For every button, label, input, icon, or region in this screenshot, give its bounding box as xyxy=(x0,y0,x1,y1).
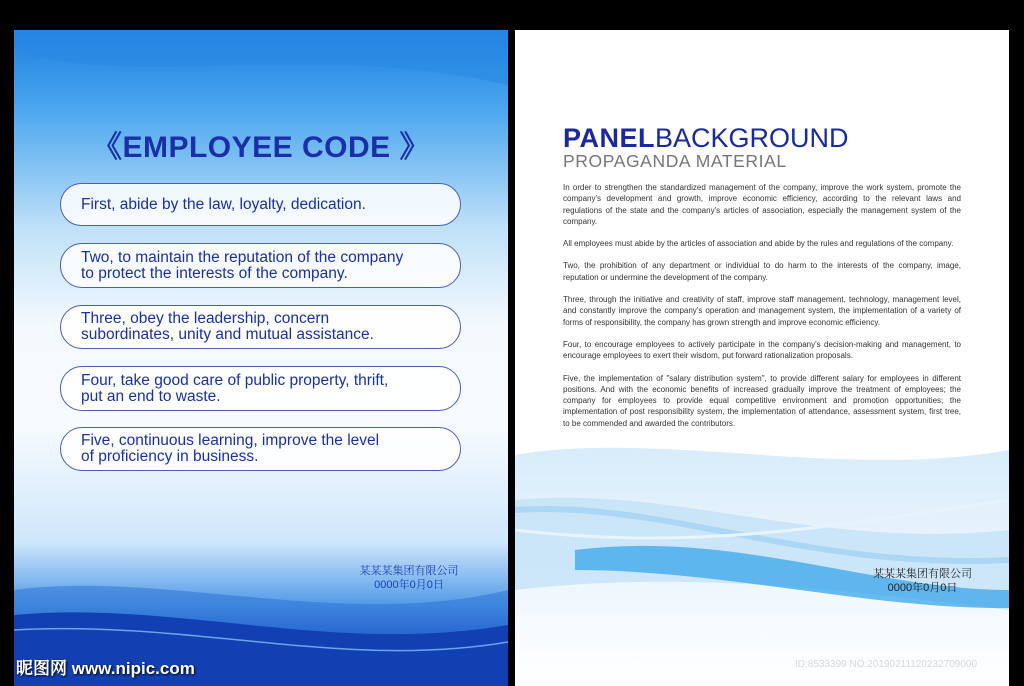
code-item-text: of proficiency in business. xyxy=(81,448,259,465)
code-item-1 xyxy=(60,183,461,226)
paragraph: Four, to encourage employees to actively participate in the company's decision-making and management, to encourage employees to exert their wisdom, put forward rationalization proposals. xyxy=(563,339,961,361)
paragraph: Two, the prohibition of any department or individual to do harm to the interests of the company, image, reputation or undermine the development of the company. xyxy=(563,261,961,282)
company-signature xyxy=(344,564,474,592)
code-item-text: First, abide by the law, loyalty, dedication. xyxy=(81,195,366,213)
code-item-text: Three, obey the leadership, concern xyxy=(81,310,330,327)
paragraph: In order to strengthen the standardized management of the company, improve the work system, promote the company's development and growth, improve economic efficiency, according to the relevant laws and regulations of the state and the company's articles of association, especially the management system of the company. xyxy=(563,183,961,226)
code-item-4 xyxy=(60,366,461,411)
company-date: 0000年0月0日 xyxy=(374,579,444,591)
employee-code-title: 《EMPLOYEE CODE 》 xyxy=(91,131,431,164)
panel-heading-bold: PANEL xyxy=(563,123,656,153)
company-signature xyxy=(860,567,985,595)
code-item-text: Two, to maintain the reputation of the company xyxy=(81,248,404,266)
employee-code-panel xyxy=(14,30,508,686)
paragraph: All employees must abide by the articles of association and abide by the rules and regulations of the company. xyxy=(563,239,954,249)
code-item-text: Four, take good care of public property, thrift, xyxy=(81,371,389,389)
panel-heading xyxy=(563,123,849,154)
body-text xyxy=(563,182,961,440)
code-item-3 xyxy=(60,305,461,349)
code-item-text: to protect the interests of the company. xyxy=(81,264,348,282)
id-watermark: ID:8533399 NO:20190211120232709000 xyxy=(795,659,978,670)
company-name: 某某某集团有限公司 xyxy=(359,565,459,577)
site-watermark: 昵图网 www.nipic.com xyxy=(16,659,195,678)
code-item-text: put an end to waste. xyxy=(81,387,221,405)
company-name: 某某某集团有限公司 xyxy=(873,568,972,580)
panel-heading-light: BACKGROUND xyxy=(655,123,849,153)
paragraph: Three, through the initiative and creativity of staff, improve staff management, technology, management level, and constantly improve the company's operation and management system, the implementation of a variety of forms of responsibility, the company has grown strength and improve economic efficiency. xyxy=(563,295,961,327)
panel-subheading: PROPAGANDA MATERIAL xyxy=(563,151,787,171)
paragraph: Five, the implementation of "salary distribution system", to provide different salary for employees in different positions. And with the economic benefits of increased gradually improve the treatment of employees; the company for employees to provide equal competitive environment and promotion opportunities; the implementation of post responsibility system, the implementation of attendance, assessment system, first tree, to be commended and awarded the contributors. xyxy=(563,373,961,428)
code-item-2 xyxy=(60,243,461,288)
propaganda-panel xyxy=(515,30,1009,686)
code-item-5 xyxy=(60,427,461,471)
code-item-text: Five, continuous learning, improve the level xyxy=(81,432,380,449)
code-item-text: subordinates, unity and mutual assistance. xyxy=(81,326,374,343)
company-date: 0000年0月0日 xyxy=(887,582,958,594)
